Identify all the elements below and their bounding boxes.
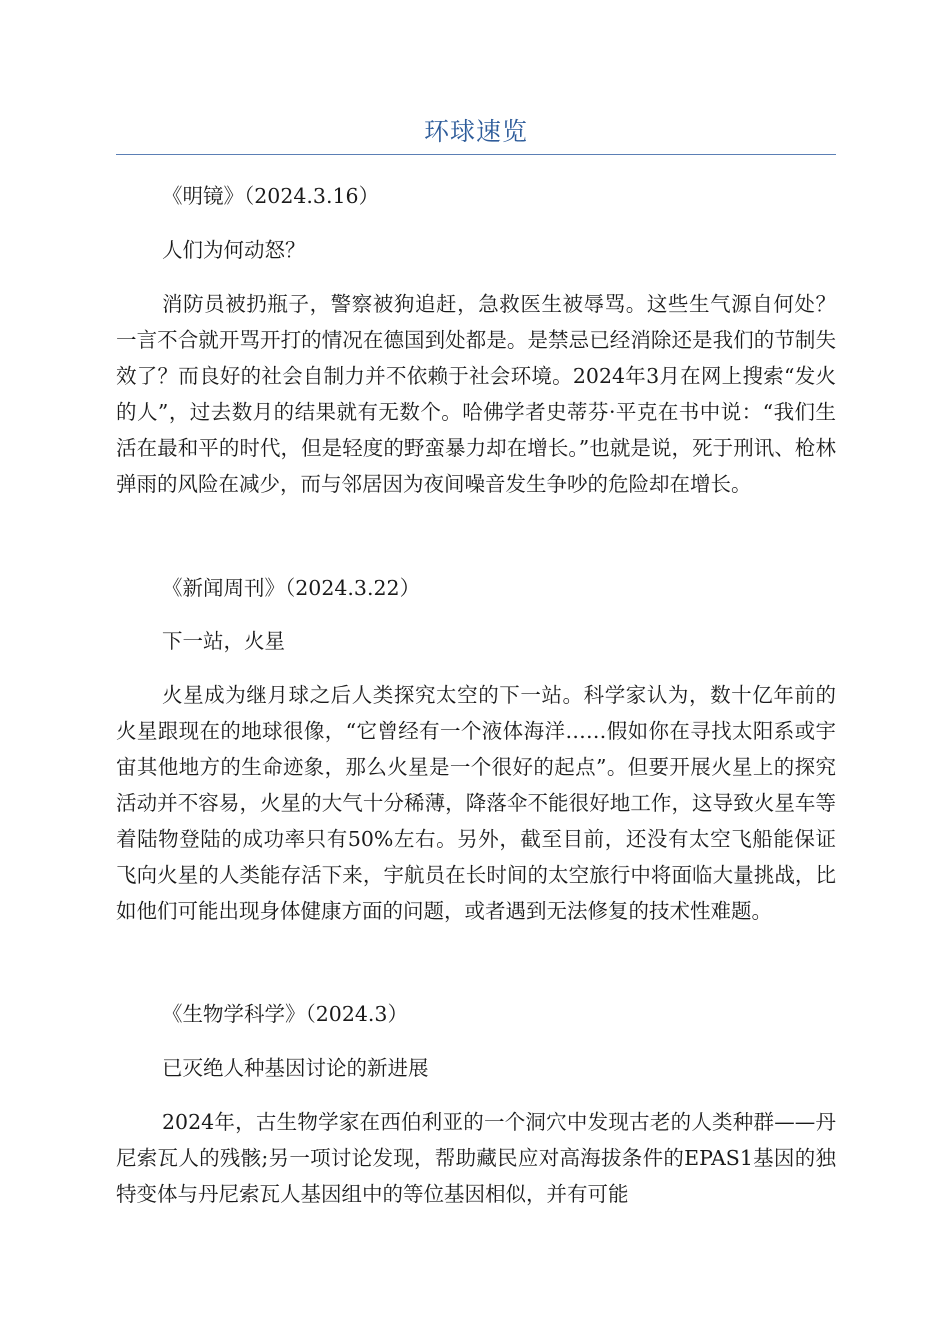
section-3-headline: 已灭绝人种基因讨论的新进展 <box>162 1056 429 1080</box>
section-2-body: 火星成为继月球之后人类探究太空的下一站。科学家认为，数十亿年前的火星跟现在的地球很像，“它曾经有一个液体海洋……假如你在寻找太阳系或宇宙其他地方的生命迹象，那么火星是一个很好的起点”。但要开展火星上的探究活动并不容易，火星的大气十分稀薄，降落伞不能很好地工作，这导致火星车等着陆物登陆的成功率只有50%左右。另外，截至目前，还没有太空飞船能保证飞向火星的人类能存活下来，宇航员在长时间的太空旅行中将面临大量挑战，比如他们可能出现身体健康方面的问题，或者遇到无法修复的技术性难题。 <box>116 683 836 923</box>
section-2-source: 《新闻周刊》（2024.3.22） <box>162 576 421 600</box>
section-1-source: 《明镜》（2024.3.16） <box>162 184 380 208</box>
document-page <box>116 0 836 1344</box>
title-divider <box>116 154 836 155</box>
section-2-headline: 下一站，火星 <box>162 629 285 653</box>
section-3-source: 《生物学科学》（2024.3） <box>162 1002 408 1026</box>
document-title: 环球速览 <box>423 117 528 146</box>
section-3-body: 2024年，古生物学家在西伯利亚的一个洞穴中发现古老的人类种群——丹尼索瓦人的残骸;另一项讨论发现，帮助藏民应对高海拔条件的EPAS1基因的独特变体与丹尼索瓦人基因组中的等位基因相似，并有可能 <box>116 1110 836 1206</box>
section-1-body: 消防员被扔瓶子，警察被狗追赶，急救医生被辱骂。这些生气源自何处？一言不合就开骂开打的情况在德国到处都是。是禁忌已经消除还是我们的节制失效了？而良好的社会自制力并不依赖于社会环境。2024年3月在网上搜索“发火的人”，过去数月的结果就有无数个。哈佛学者史蒂芬·平克在书中说：“我们生活在最和平的时代，但是轻度的野蛮暴力却在增长。”也就是说，死于刑讯、枪林弹雨的风险在减少，而与邻居因为夜间噪音发生争吵的危险却在增长。 <box>116 292 836 496</box>
section-1-headline: 人们为何动怒？ <box>162 238 306 262</box>
